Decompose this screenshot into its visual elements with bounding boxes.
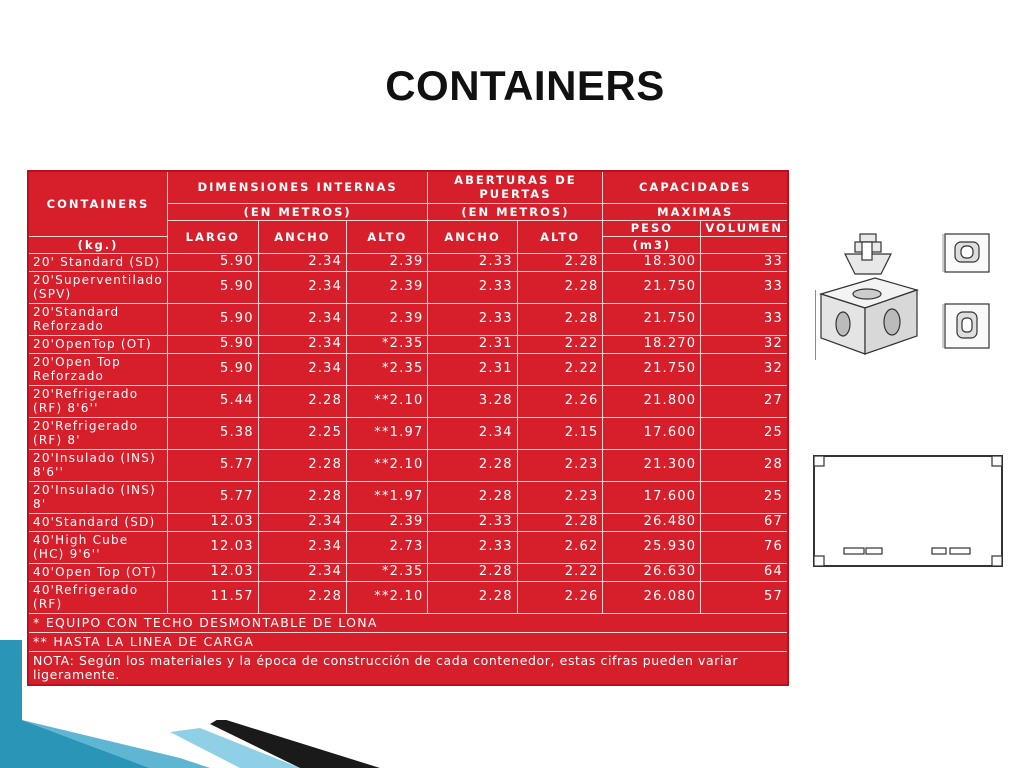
note-row <box>28 632 788 651</box>
cell-volumen: 32 <box>701 353 788 385</box>
cell-ancho: 2.34 <box>258 303 346 335</box>
table-row <box>28 353 788 385</box>
table-row <box>28 581 788 613</box>
cell-ancho: 2.34 <box>258 271 346 303</box>
cell-volumen: 33 <box>701 271 788 303</box>
cell-alto: *2.35 <box>347 353 428 385</box>
row-name: 20'OpenTop (OT) <box>28 335 167 353</box>
header-aberturas-puertas: ABERTURAS DE PUERTAS <box>428 171 603 203</box>
cell-volumen: 67 <box>701 513 788 531</box>
cell-largo: 5.90 <box>167 353 258 385</box>
cell-largo: 5.90 <box>167 335 258 353</box>
cell-volumen: 25 <box>701 481 788 513</box>
cell-volumen: 25 <box>701 417 788 449</box>
table-row <box>28 271 788 303</box>
cell-alto: **2.10 <box>347 449 428 481</box>
cell-ancho: 2.34 <box>258 353 346 385</box>
cell-ancho: 2.34 <box>258 531 346 563</box>
table-row <box>28 563 788 581</box>
header-en-metros-puertas: (EN METROS) <box>428 203 603 220</box>
header-dimensiones-internas: DIMENSIONES INTERNAS <box>167 171 428 203</box>
table-row <box>28 253 788 271</box>
row-name: 40'Refrigerado (RF) <box>28 581 167 613</box>
cell-puerta-alto: 2.22 <box>517 335 603 353</box>
cell-puerta-alto: 2.62 <box>517 531 603 563</box>
cell-puerta-ancho: 2.28 <box>428 481 517 513</box>
cell-volumen: 33 <box>701 303 788 335</box>
row-name: 20'Standard Reforzado <box>28 303 167 335</box>
specs-table-panel <box>23 160 795 720</box>
header-ancho-puertas: ANCHO <box>428 220 517 253</box>
cell-puerta-ancho: 2.33 <box>428 513 517 531</box>
header-peso: PESO <box>603 220 701 236</box>
note-variacion: NOTA: Según los materiales y la época de construcción de cada contenedor, estas cifras pueden variar ligeramente. <box>28 651 788 685</box>
cell-ancho: 2.28 <box>258 449 346 481</box>
cell-puerta-ancho: 2.31 <box>428 335 517 353</box>
row-name: 40'Standard (SD) <box>28 513 167 531</box>
cell-puerta-alto: 2.15 <box>517 417 603 449</box>
cell-puerta-ancho: 2.34 <box>428 417 517 449</box>
header-en-metros-dim: (EN METROS) <box>167 203 428 220</box>
table-row <box>28 531 788 563</box>
header-largo: LARGO <box>167 220 258 253</box>
cell-ancho: 2.28 <box>258 385 346 417</box>
cell-ancho: 2.25 <box>258 417 346 449</box>
cell-volumen: 33 <box>701 253 788 271</box>
container-specs-table <box>27 170 789 686</box>
cell-volumen: 64 <box>701 563 788 581</box>
cell-largo: 11.57 <box>167 581 258 613</box>
cell-peso: 21.750 <box>603 271 701 303</box>
row-name: 40'Open Top (OT) <box>28 563 167 581</box>
cell-ancho: 2.28 <box>258 581 346 613</box>
cell-alto: 2.39 <box>347 253 428 271</box>
cell-ancho: 2.34 <box>258 513 346 531</box>
cell-puerta-ancho: 3.28 <box>428 385 517 417</box>
cell-alto: *2.35 <box>347 335 428 353</box>
cell-ancho: 2.34 <box>258 253 346 271</box>
cell-peso: 21.750 <box>603 303 701 335</box>
cell-puerta-ancho: 2.33 <box>428 253 517 271</box>
cell-ancho: 2.34 <box>258 335 346 353</box>
row-name: 20'Superventilado (SPV) <box>28 271 167 303</box>
header-volumen: VOLUMEN <box>701 220 788 236</box>
cell-largo: 5.90 <box>167 271 258 303</box>
cell-volumen: 28 <box>701 449 788 481</box>
header-m3: (m3) <box>603 236 701 253</box>
cell-puerta-ancho: 2.28 <box>428 581 517 613</box>
corner-casting-drawing <box>815 228 1005 360</box>
row-name: 20'Refrigerado (RF) 8' <box>28 417 167 449</box>
row-name: 20' Standard (SD) <box>28 253 167 271</box>
note-row <box>28 613 788 632</box>
cell-peso: 17.600 <box>603 417 701 449</box>
row-name: 20'Open Top Reforzado <box>28 353 167 385</box>
header-kg: (kg.) <box>28 236 167 253</box>
cell-largo: 5.44 <box>167 385 258 417</box>
table-row <box>28 385 788 417</box>
cell-puerta-ancho: 2.33 <box>428 531 517 563</box>
cell-peso: 17.600 <box>603 481 701 513</box>
cell-peso: 26.630 <box>603 563 701 581</box>
cell-peso: 26.480 <box>603 513 701 531</box>
table-row <box>28 303 788 335</box>
note-row <box>28 651 788 685</box>
cell-peso: 25.930 <box>603 531 701 563</box>
header-containers: CONTAINERS <box>28 171 167 236</box>
cell-largo: 5.90 <box>167 303 258 335</box>
cell-alto: **1.97 <box>347 481 428 513</box>
cell-volumen: 57 <box>701 581 788 613</box>
cell-peso: 18.270 <box>603 335 701 353</box>
table-row <box>28 481 788 513</box>
cell-peso: 26.080 <box>603 581 701 613</box>
cell-puerta-alto: 2.23 <box>517 481 603 513</box>
cell-largo: 5.77 <box>167 449 258 481</box>
cell-puerta-alto: 2.23 <box>517 449 603 481</box>
cell-volumen: 27 <box>701 385 788 417</box>
page-title: CONTAINERS <box>385 62 665 109</box>
row-name: 20'Insulado (INS) 8'6'' <box>28 449 167 481</box>
cell-volumen: 32 <box>701 335 788 353</box>
cell-volumen: 76 <box>701 531 788 563</box>
cell-ancho: 2.34 <box>258 563 346 581</box>
cell-puerta-alto: 2.22 <box>517 563 603 581</box>
cell-puerta-ancho: 2.28 <box>428 563 517 581</box>
table-row <box>28 513 788 531</box>
cell-alto: *2.35 <box>347 563 428 581</box>
table-row <box>28 417 788 449</box>
cell-largo: 12.03 <box>167 513 258 531</box>
cell-peso: 18.300 <box>603 253 701 271</box>
cell-alto: 2.39 <box>347 271 428 303</box>
cell-largo: 5.90 <box>167 253 258 271</box>
note-linea-carga: ** HASTA LA LINEA DE CARGA <box>28 632 788 651</box>
cell-puerta-alto: 2.28 <box>517 303 603 335</box>
row-name: 20'Refrigerado (RF) 8'6'' <box>28 385 167 417</box>
cell-puerta-alto: 2.26 <box>517 581 603 613</box>
cell-puerta-alto: 2.26 <box>517 385 603 417</box>
cell-alto: 2.39 <box>347 513 428 531</box>
row-name: 20'Insulado (INS) 8' <box>28 481 167 513</box>
cell-puerta-ancho: 2.31 <box>428 353 517 385</box>
cell-peso: 21.300 <box>603 449 701 481</box>
container-side-view-drawing <box>812 452 1007 570</box>
header-maximas: MAXIMAS <box>603 203 788 220</box>
header-alto-dim: ALTO <box>347 220 428 253</box>
row-name: 40'High Cube (HC) 9'6'' <box>28 531 167 563</box>
cell-alto: **1.97 <box>347 417 428 449</box>
table-row <box>28 335 788 353</box>
cell-puerta-alto: 2.22 <box>517 353 603 385</box>
table-row <box>28 449 788 481</box>
cell-puerta-alto: 2.28 <box>517 513 603 531</box>
cell-largo: 5.38 <box>167 417 258 449</box>
cell-alto: **2.10 <box>347 581 428 613</box>
cell-puerta-alto: 2.28 <box>517 253 603 271</box>
cell-alto: **2.10 <box>347 385 428 417</box>
cell-alto: 2.73 <box>347 531 428 563</box>
cell-ancho: 2.28 <box>258 481 346 513</box>
note-techo-desmontable: * EQUIPO CON TECHO DESMONTABLE DE LONA <box>28 613 788 632</box>
header-alto-puertas: ALTO <box>517 220 603 253</box>
header-ancho-dim: ANCHO <box>258 220 346 253</box>
cell-puerta-ancho: 2.33 <box>428 271 517 303</box>
cell-puerta-alto: 2.28 <box>517 271 603 303</box>
cell-largo: 12.03 <box>167 563 258 581</box>
header-capacidades: CAPACIDADES <box>603 171 788 203</box>
cell-largo: 12.03 <box>167 531 258 563</box>
header-row-1 <box>28 171 788 203</box>
cell-peso: 21.750 <box>603 353 701 385</box>
cell-alto: 2.39 <box>347 303 428 335</box>
cell-puerta-ancho: 2.33 <box>428 303 517 335</box>
cell-largo: 5.77 <box>167 481 258 513</box>
cell-peso: 21.800 <box>603 385 701 417</box>
cell-puerta-ancho: 2.28 <box>428 449 517 481</box>
